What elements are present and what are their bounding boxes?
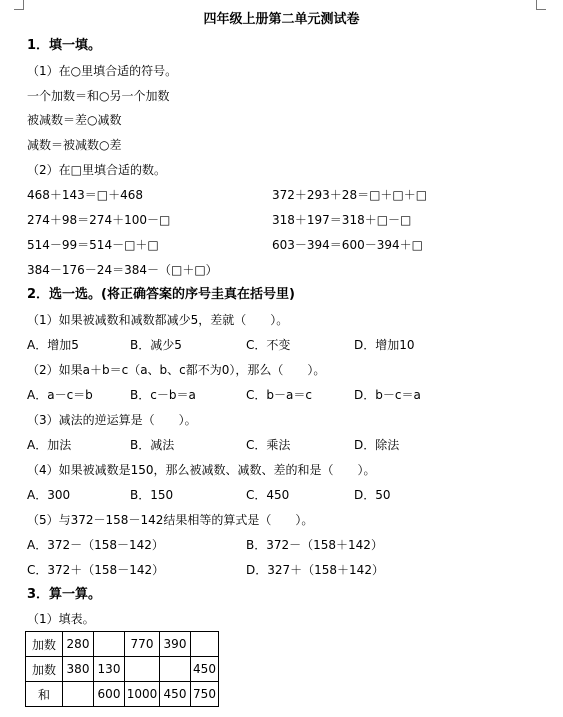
table-row <box>26 682 219 707</box>
table-cell: 770 <box>125 632 160 657</box>
s1-sub1: （1）在○里填合适的符号。 <box>27 64 178 78</box>
table-cell <box>63 682 94 707</box>
option-c: C．乘法 <box>246 438 291 452</box>
table-cell <box>191 632 219 657</box>
equation-right: 372＋293＋28＝□＋□＋□ <box>272 188 428 202</box>
s1-line3: 减数＝被减数○差 <box>27 138 122 152</box>
table-cell <box>125 657 160 682</box>
question-5: （5）与372－158－142结果相等的算式是（ ）。 <box>27 513 314 527</box>
question-3: （3）减法的逆运算是（ ）。 <box>27 413 197 427</box>
table-cell: 和 <box>26 682 63 707</box>
option-d: D．b－c＝a <box>354 388 421 402</box>
question-1: （1）如果被减数和减数都减少5，差就（ ）。 <box>27 313 289 327</box>
table-cell: 450 <box>191 657 219 682</box>
option-b: B．c－b＝a <box>130 388 196 402</box>
option-b: B．减少5 <box>130 338 182 352</box>
table-cell <box>160 657 191 682</box>
fill-table <box>25 631 219 707</box>
table-cell: 130 <box>94 657 125 682</box>
option-d: D．除法 <box>354 438 400 452</box>
option-a: A．增加5 <box>27 338 79 352</box>
question-4: （4）如果被减数是150，那么被减数、减数、差的和是（ ）。 <box>27 463 376 477</box>
s1-sub2: （2）在□里填合适的数。 <box>27 163 166 177</box>
option-a: A．加法 <box>27 438 72 452</box>
table-cell: 600 <box>94 682 125 707</box>
equation-left: 468＋143＝□＋468 <box>27 188 144 202</box>
table-cell: 380 <box>63 657 94 682</box>
table-cell: 加数 <box>26 632 63 657</box>
table-cell: 加数 <box>26 657 63 682</box>
option-d: D．增加10 <box>354 338 415 352</box>
option-a: A．372－（158－142） <box>27 538 164 552</box>
table-row <box>26 632 219 657</box>
table-cell: 280 <box>63 632 94 657</box>
equation-left: 514－99＝514－□＋□ <box>27 238 159 252</box>
equation-left: 274＋98＝274＋100－□ <box>27 213 171 227</box>
s1-line2: 被减数＝差○减数 <box>27 113 122 127</box>
option-a: A．300 <box>27 488 71 502</box>
option-c: C．b－a＝c <box>246 388 312 402</box>
table-cell: 1000 <box>125 682 160 707</box>
option-b: B．150 <box>130 488 174 502</box>
equation-right: 318＋197＝318＋□－□ <box>272 213 412 227</box>
table-row <box>26 657 219 682</box>
option-d: D．327＋（158＋142） <box>246 563 384 577</box>
option-b: B．372－（158＋142） <box>246 538 383 552</box>
option-c: C．不变 <box>246 338 291 352</box>
table-cell: 750 <box>191 682 219 707</box>
section-1-heading: 1．填一填。 <box>27 38 102 53</box>
option-b: B．减法 <box>130 438 175 452</box>
question-2: （2）如果a＋b＝c（a、b、c都不为0），那么（ ）。 <box>27 363 326 377</box>
option-d: D．50 <box>354 488 391 502</box>
option-a: A．a－c＝b <box>27 388 93 402</box>
section-2-heading: 2．选一选。(将正确答案的序号圭真在括号里) <box>27 287 295 302</box>
option-c: C．450 <box>246 488 290 502</box>
s1-line1: 一个加数＝和○另一个加数 <box>27 89 170 103</box>
equation-left: 384－176－24＝384－（□＋□） <box>27 263 218 277</box>
table-cell: 390 <box>160 632 191 657</box>
table-cell: 450 <box>160 682 191 707</box>
section-3-heading: 3．算一算。 <box>27 587 102 602</box>
table-cell <box>94 632 125 657</box>
option-c: C．372＋（158－142） <box>27 563 165 577</box>
page-title: 四年级上册第二单元测试卷 <box>203 12 360 27</box>
s3-sub1: （1）填表。 <box>27 612 95 626</box>
equation-right: 603－394＝600－394＋□ <box>272 238 423 252</box>
